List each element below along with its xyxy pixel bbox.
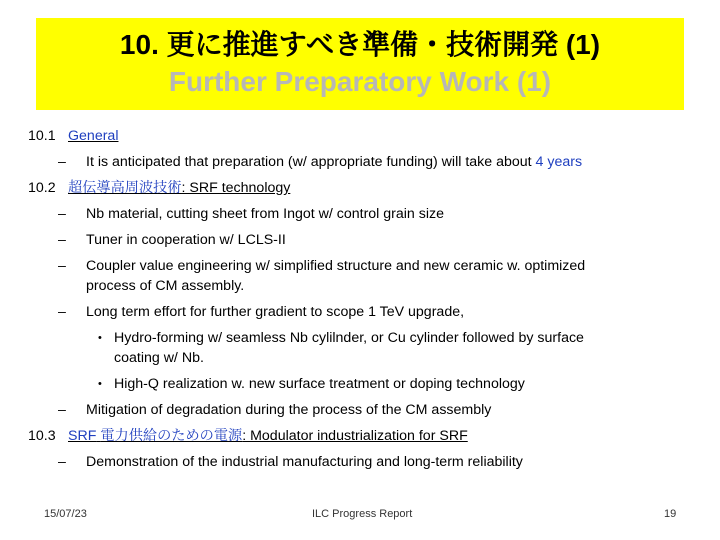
list-item: – Demonstration of the industrial manufacturing and long-term reliability bbox=[58, 454, 523, 470]
footer-date: 15/07/23 bbox=[44, 508, 87, 520]
dash-bullet: – bbox=[58, 232, 66, 248]
list-item: – Nb material, cutting sheet from Ingot w/ control grain size bbox=[58, 206, 444, 222]
slide-body bbox=[28, 126, 698, 472]
list-item: – Coupler value engineering w/ simplified structure and new ceramic w. optimized bbox=[58, 258, 586, 274]
dash-bullet: – bbox=[58, 154, 66, 170]
list-item: – Mitigation of degradation during the process of the CM assembly bbox=[58, 402, 492, 418]
section-title-english: : Modulator industrialization for SRF bbox=[242, 428, 468, 444]
section-general-heading bbox=[28, 126, 698, 146]
dash-bullet: – bbox=[58, 304, 66, 320]
section-srf-heading bbox=[28, 178, 698, 198]
list-item: – Long term effort for further gradient to scope 1 TeV upgrade, bbox=[58, 304, 465, 320]
dash-bullet: – bbox=[58, 454, 66, 470]
dash-bullet: – bbox=[58, 206, 66, 222]
list-item: – Tuner in cooperation w/ LCLS-II bbox=[58, 232, 286, 248]
sub-list-item: • Hydro-forming w/ seamless Nb cylilnder, or Cu cylinder followed by surface bbox=[98, 330, 584, 346]
list-item-continuation: process of CM assembly. bbox=[86, 278, 245, 294]
section-number: 10.2 bbox=[28, 180, 56, 196]
slide-title-english: Further Preparatory Work (1) bbox=[168, 66, 552, 97]
section-number: 10.3 bbox=[28, 428, 56, 444]
slide-title-japanese: 10. 更に推進すべき準備・技術開発 (1) bbox=[119, 29, 601, 60]
section-title-english: : SRF technology bbox=[181, 180, 291, 196]
dot-bullet: • bbox=[98, 332, 102, 344]
duration-highlight: 4 years bbox=[535, 154, 583, 170]
dash-bullet: – bbox=[58, 258, 66, 274]
sub-list-item: • High-Q realization w. new surface treatment or doping technology bbox=[98, 376, 525, 392]
section-modulator-heading bbox=[28, 426, 698, 446]
dot-bullet: • bbox=[98, 378, 102, 390]
section-title-japanese: 超伝導高周波技術 bbox=[68, 180, 182, 196]
footer-title: ILC Progress Report bbox=[312, 508, 413, 520]
dash-bullet: – bbox=[58, 402, 66, 418]
page-number: 19 bbox=[664, 508, 677, 520]
sub-list-item-continuation: coating w/ Nb. bbox=[114, 350, 204, 366]
section-title-japanese: 電力供給のための電源 bbox=[100, 428, 243, 444]
section-title: General bbox=[68, 128, 119, 144]
section-number: 10.1 bbox=[28, 128, 56, 144]
section-title-srf: SRF bbox=[68, 428, 97, 444]
title-banner bbox=[36, 18, 684, 110]
list-item: – It is anticipated that preparation (w/ appropriate funding) will take about 4 years bbox=[58, 154, 583, 170]
